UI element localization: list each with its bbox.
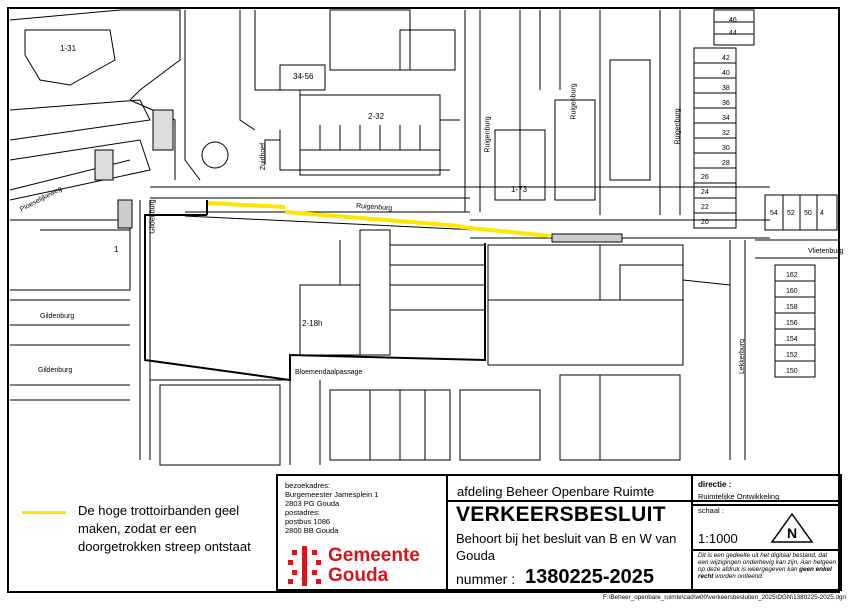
- street-label: Gildenburg: [149, 199, 157, 234]
- file-path: F:\Beheer_openbare_ruimte\cad\w00\verkeersbesluiten_2025\DGN\1380225-2025.dgn: [603, 594, 846, 601]
- street-label: Gildenburg: [38, 367, 73, 374]
- street-label: Zuidhoef: [260, 142, 268, 171]
- house-number: 150: [786, 368, 798, 375]
- address-line: bezoekadres:: [285, 481, 331, 490]
- block-label: 1-73: [511, 185, 528, 194]
- house-number: 42: [722, 55, 730, 62]
- house-number: 152: [786, 352, 798, 359]
- logo-line: Gemeente: [328, 545, 420, 566]
- legend-line: [22, 511, 66, 514]
- department: afdeling Beheer Openbare Ruimte: [457, 484, 655, 499]
- house-number: 46: [729, 17, 737, 24]
- house-number: 32: [722, 130, 730, 137]
- north-arrow: [770, 512, 814, 549]
- house-number: 160: [786, 288, 798, 295]
- house-number: 52: [787, 210, 795, 217]
- house-number: 44: [729, 30, 737, 37]
- house-number: 36: [722, 100, 730, 107]
- legend-text: De hoge trottoirbanden geel maken, zodat er een doorgetrokken streep ontstaat: [78, 503, 251, 554]
- house-number: 158: [786, 304, 798, 311]
- house-number: 4: [820, 210, 824, 217]
- street-label: Ploeselijkeweg: [19, 185, 64, 214]
- house-number: 20: [701, 219, 709, 226]
- address-line: postbus 1086: [285, 517, 331, 526]
- house-number: 30: [722, 145, 730, 152]
- divider: [691, 549, 840, 551]
- house-number: 24: [701, 189, 709, 196]
- divider: [446, 500, 840, 502]
- disclaimer-text: Dit is een gedeelte uit het digitaal bestand, dat een wijzigingen onderhevig kan zijn. Aan hetgeen op deze afdruk is weergegeven kan: [698, 552, 837, 573]
- house-number: 54: [770, 210, 778, 217]
- logo-icon: [286, 546, 322, 586]
- house-number: 162: [786, 272, 798, 279]
- house-number: 50: [804, 210, 812, 217]
- document-number: 1380225-2025: [525, 566, 655, 588]
- street-label: Bloemendaalpassage: [295, 369, 363, 376]
- house-number: 40: [722, 70, 730, 77]
- house-number: 154: [786, 336, 798, 343]
- number-label: nummer :: [456, 571, 516, 587]
- schaal-label: schaal :: [698, 506, 724, 515]
- street-label: Gildenburg: [40, 313, 75, 320]
- logo-line: Gouda: [328, 565, 389, 586]
- logo-name: [328, 546, 420, 586]
- gemeente-gouda-logo: [286, 546, 454, 590]
- document-subtitle: Behoort bij het besluit van B en W van Gouda: [456, 531, 677, 563]
- schaal-value: 1:1000: [698, 531, 738, 546]
- address-line: Burgemeester Jamesplein 1: [285, 490, 379, 499]
- street-label: Lekkerburg: [739, 338, 747, 375]
- house-number: 28: [722, 160, 730, 167]
- street-label: Ruigenburg: [674, 108, 682, 145]
- address-line: postadres:: [285, 508, 321, 517]
- block-label: 2-32: [368, 112, 385, 121]
- house-number: 26: [701, 174, 709, 181]
- disclaimer: [698, 552, 838, 580]
- street-label: Ruigenburg: [355, 202, 393, 213]
- block-label: 1: [114, 245, 119, 254]
- address-block: [285, 481, 378, 535]
- divider: [691, 476, 693, 589]
- block-label: 1-31: [60, 44, 77, 53]
- title-block: [276, 474, 842, 591]
- street-label: Vlietenburg: [808, 248, 844, 255]
- disclaimer-bold: geen enkel recht: [698, 566, 832, 580]
- north-letter: N: [786, 525, 798, 541]
- block-label: 2-18h: [302, 319, 323, 328]
- house-number: 22: [701, 204, 709, 211]
- directie-label: directie :: [698, 480, 732, 489]
- north-arrow-icon: [770, 512, 814, 544]
- document-title: VERKEERSBESLUIT: [456, 503, 666, 526]
- house-number: 156: [786, 320, 798, 327]
- address-line: 2800 BB Gouda: [285, 526, 339, 535]
- directie-value: Ruimtelijke Ontwikkeling: [698, 492, 780, 501]
- block-label: 34-56: [293, 72, 314, 81]
- house-number: 38: [722, 85, 730, 92]
- house-number: 34: [722, 115, 730, 122]
- street-label: Ruigenburg: [570, 83, 578, 120]
- address-line: 2803 PG Gouda: [285, 499, 340, 508]
- street-label: Ruigenburg: [484, 116, 492, 153]
- disclaimer-text: worden ontleend.: [713, 573, 764, 580]
